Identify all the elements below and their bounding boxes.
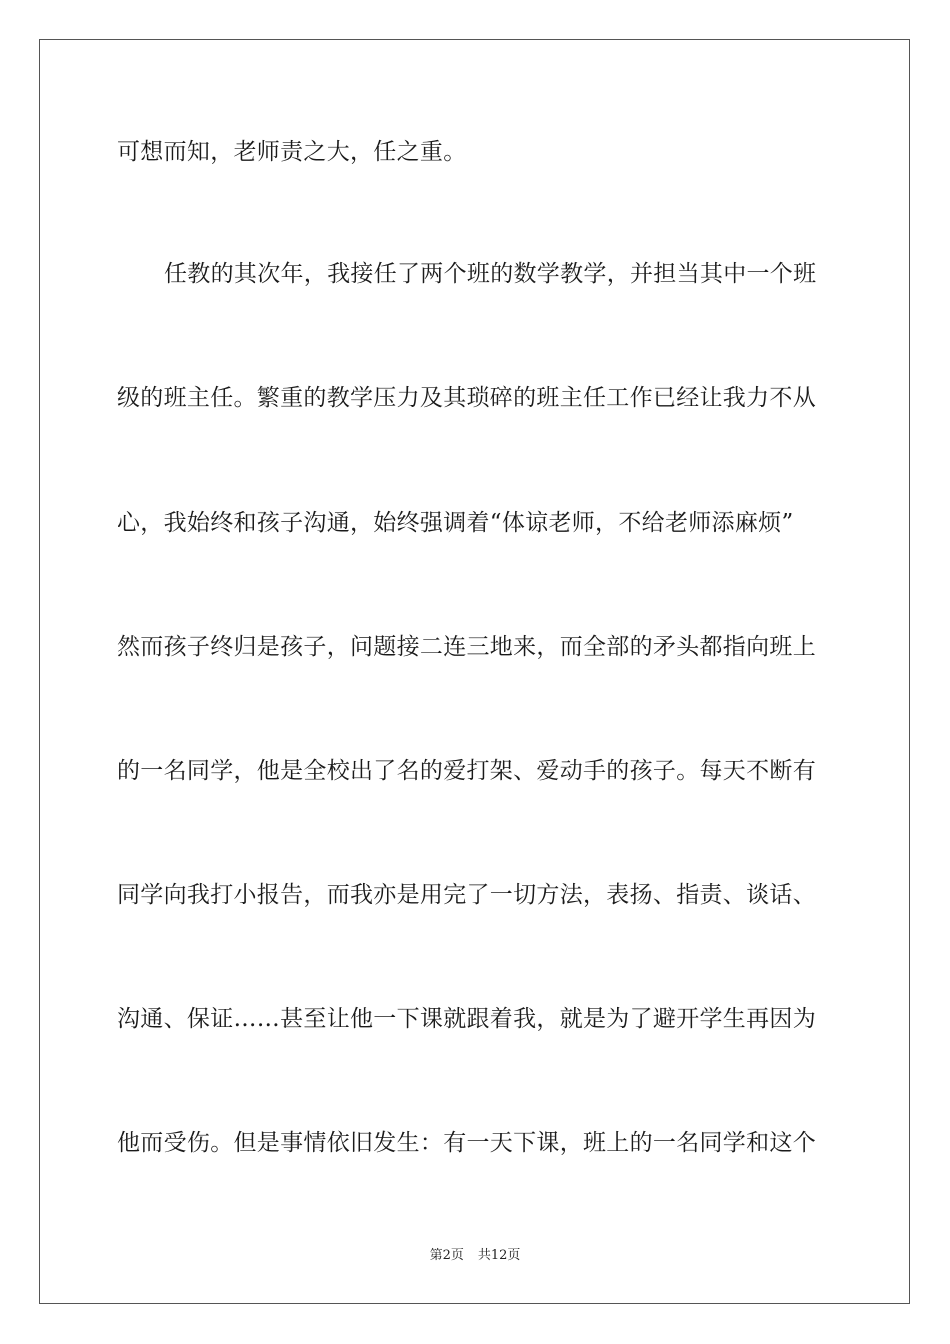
text-line-3: 级的班主任。繁重的教学压力及其琐碎的班主任工作已经让我力不从 bbox=[117, 385, 816, 411]
text-line-8: 沟通、保证……甚至让他一下课就跟着我，就是为了避开学生再因为 bbox=[117, 1006, 816, 1032]
text-line-6: 的一名同学，他是全校出了名的爱打架、爱动手的孩子。每天不断有 bbox=[117, 758, 816, 784]
text-line-5: 然而孩子终归是孩子，问题接二连三地来，而全部的矛头都指向班上 bbox=[117, 634, 816, 660]
page-number: 第2页 bbox=[429, 1248, 464, 1263]
text-line-2: 任教的其次年，我接任了两个班的数学教学，并担当其中一个班 bbox=[164, 261, 817, 287]
page-total: 共12页 bbox=[477, 1248, 521, 1263]
text-line-9: 他而受伤。但是事情依旧发生：有一天下课，班上的一名同学和这个 bbox=[117, 1130, 816, 1156]
page-border bbox=[39, 39, 910, 1304]
page-footer bbox=[0, 1247, 950, 1265]
text-line-7: 同学向我打小报告，而我亦是用完了一切方法，表扬、指责、谈话、 bbox=[117, 882, 816, 908]
text-line-4: 心，我始终和孩子沟通，始终强调着“体谅老师，不给老师添麻烦” bbox=[117, 510, 794, 536]
text-line-1: 可想而知，老师责之大，任之重。 bbox=[117, 139, 467, 165]
